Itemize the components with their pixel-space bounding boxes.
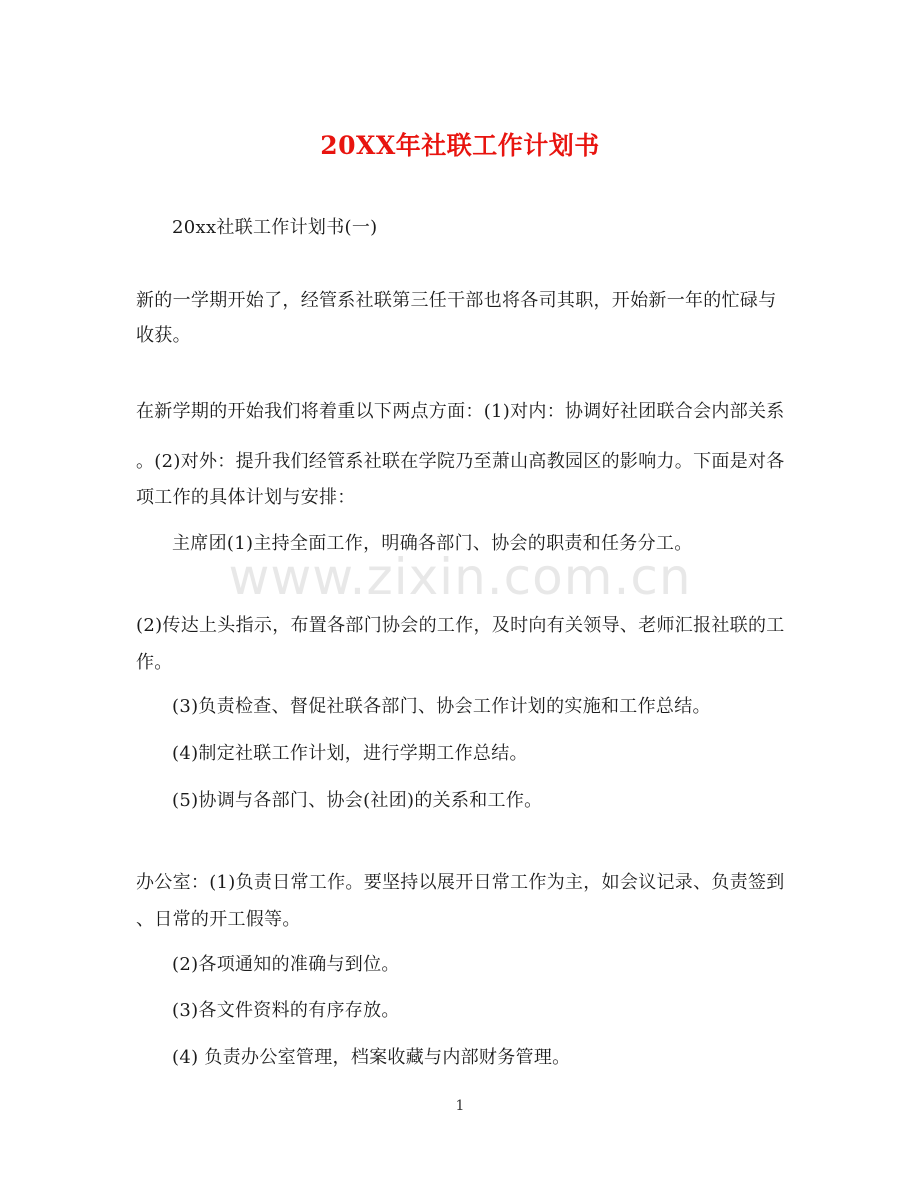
page-number: 1 [455, 1098, 465, 1114]
document-title: 20XX年社联工作计划书 [320, 131, 600, 160]
focus-line-3: 项工作的具体计划与安排： [136, 487, 356, 508]
office-item-3: (3)各文件资料的有序存放。 [172, 1000, 400, 1021]
presidium-item-2a: (2)传达上头指示，布置各部门协会的工作，及时向有关领导、老师汇报社联的工 [136, 615, 785, 636]
presidium-item-5: (5)协调与各部门、协会(社团)的关系和工作。 [172, 790, 543, 811]
focus-line-1: 在新学期的开始我们将着重以下两点方面：(1)对内：协调好社团联合会内部关系 [136, 401, 785, 422]
presidium-item-1: 主席团(1)主持全面工作，明确各部门、协会的职责和任务分工。 [172, 533, 693, 554]
office-item-2: (2)各项通知的准确与到位。 [172, 954, 400, 975]
presidium-item-4: (4)制定社联工作计划，进行学期工作总结。 [172, 743, 528, 764]
document-subtitle: 20xx社联工作计划书(一) [172, 217, 378, 238]
focus-line-2: 。(2)对外：提升我们经管系社联在学院乃至萧山高教园区的影响力。下面是对各 [136, 451, 785, 472]
office-item-4: (4) 负责办公室管理，档案收藏与内部财务管理。 [172, 1047, 571, 1068]
office-item-1a: 办公室：(1)负责日常工作。要坚持以展开日常工作为主，如会议记录、负责签到 [136, 872, 785, 893]
intro-line-1: 新的一学期开始了，经管系社联第三任干部也将各司其职，开始新一年的忙碌与 [136, 290, 777, 311]
presidium-item-2b: 作。 [136, 652, 173, 673]
presidium-item-3: (3)负责检查、督促社联各部门、协会工作计划的实施和工作总结。 [172, 696, 711, 717]
intro-line-2: 收获。 [136, 325, 191, 346]
office-item-1b: 、日常的开工假等。 [136, 909, 301, 930]
watermark: www.zixin.com.cn [228, 548, 692, 606]
